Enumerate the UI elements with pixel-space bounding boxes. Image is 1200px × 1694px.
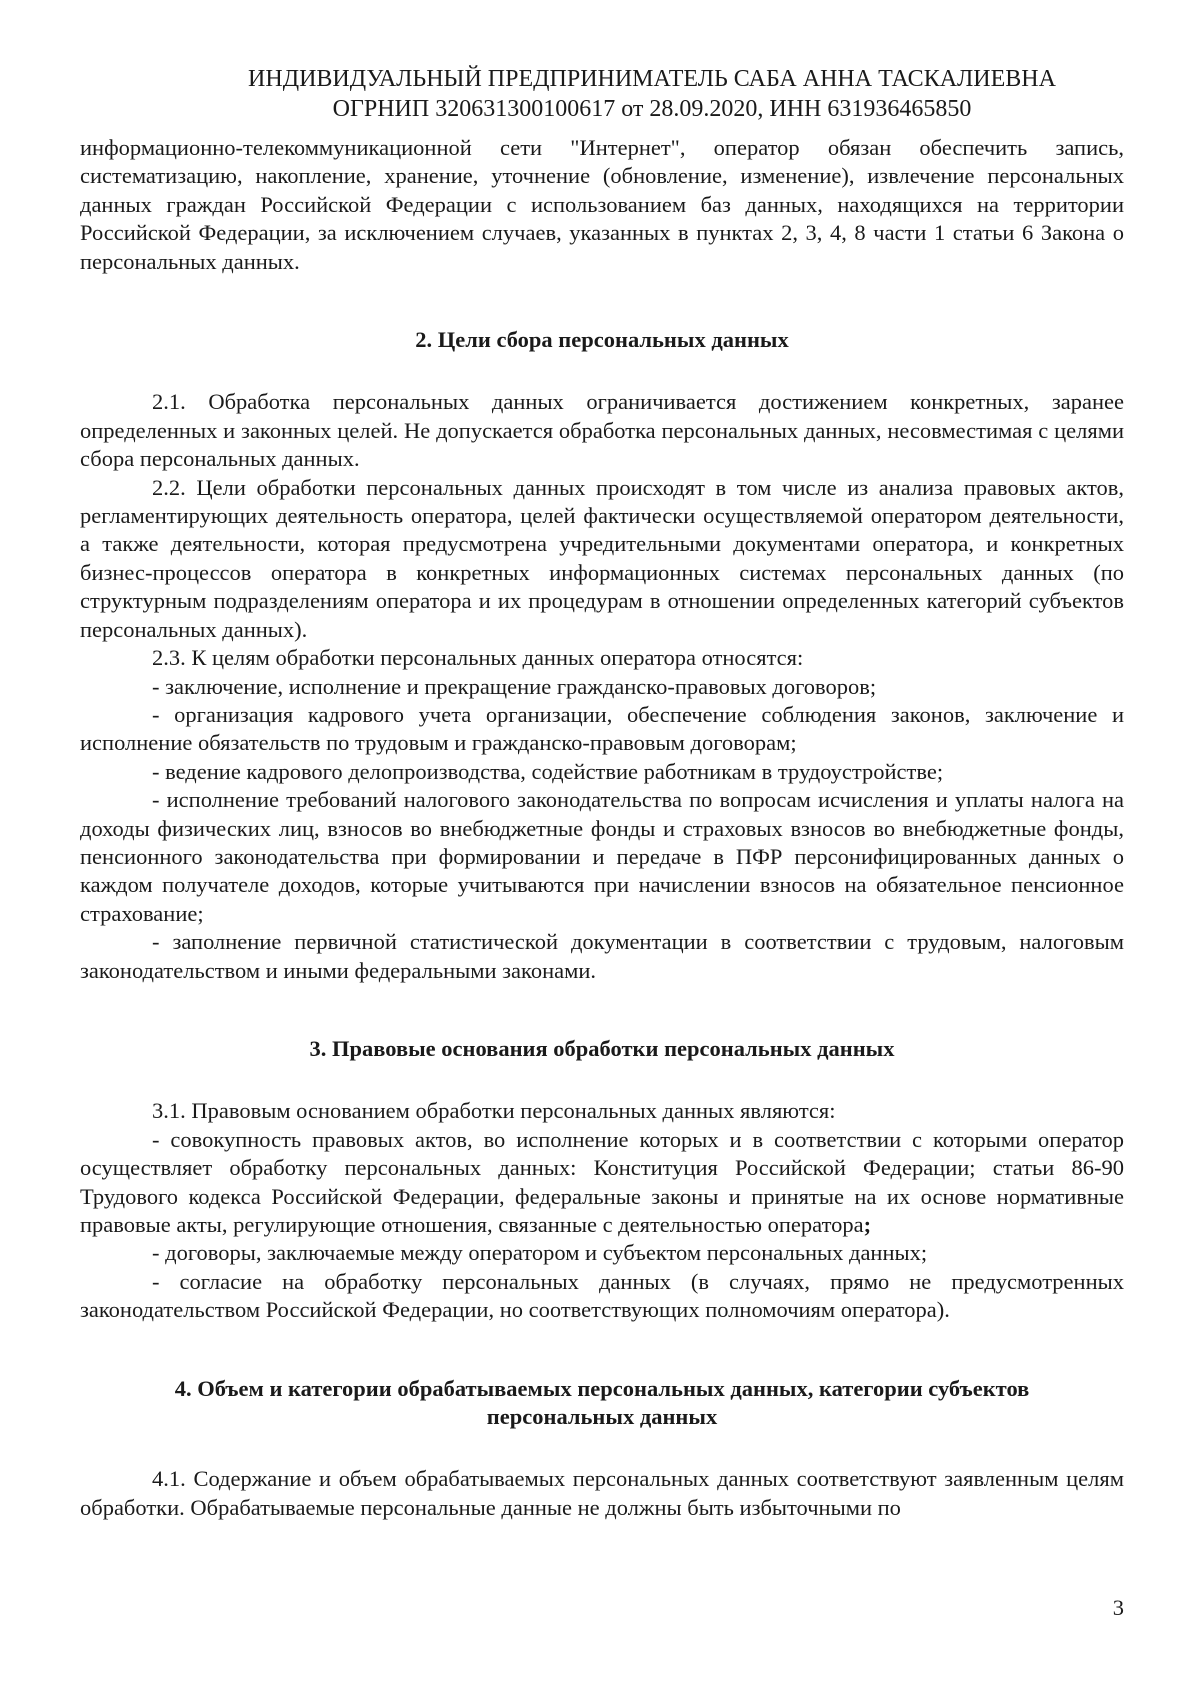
section-3-list-item-1 (80, 1126, 1124, 1240)
document-header (80, 64, 1124, 124)
section-4-title (80, 1375, 1124, 1432)
section-2-paragraph-1: 2.1. Обработка персональных данных ограничивается достижением конкретных, заранее определенных и законных целей. Не допускается обработка персональных данных, несовместимая с целями сбора персональных данных. (80, 389, 1124, 472)
page-number: 3 (1112, 1595, 1124, 1620)
header-line-entrepreneur: ИНДИВИДУАЛЬНЫЙ ПРЕДПРИНИМАТЕЛЬ САБА АННА ТАСКАЛИЕВНА (248, 66, 1056, 92)
section-2-list-item: - заключение, исполнение и прекращение гражданско-правовых договоров; (152, 673, 877, 699)
section-2-list-item: - организация кадрового учета организации, обеспечение соблюдения законов, заключение и исполнение обязательств по трудовым и гражданско-правовым договорам; (80, 701, 1124, 756)
section-2-paragraph-2: 2.2. Цели обработки персональных данных происходят в том числе из анализа правовых актов, регламентирующих деятельность оператора, целей фактически осуществляемой оператором деятельности, а также деятельности, которая предусмотрена учредительными документами оператора, и конкретных бизнес-процессов оператора в конкретных информационных системах персональных данных (по структурным подразделениям оператора и их процедурам в отношении определенных категорий субъектов персональных данных). (80, 474, 1124, 642)
section-4-title-line-1: 4. Объем и категории обрабатываемых персональных данных, категории субъектов (174, 1375, 1030, 1401)
section-3-list-item-1-text: - совокупность правовых актов, во исполнение которых и в соответствии с которыми оператор осуществляет обработку персональных данных: Конституция Российской Федерации; статьи 86-90 Трудового кодекса Российской Федерации, федеральные законы и принятые на их основе нормативные правовые акты, регулирующие отношения, связанные с деятельностью оператора (80, 1126, 1124, 1237)
section-3-paragraph-1: 3.1. Правовым основанием обработки персональных данных являются: (152, 1098, 836, 1124)
section-3-list-item-3: - согласие на обработку персональных данных (в случаях, прямо не предусмотренных законодательством Российской Федерации, но соответствующих полномочиям оператора). (80, 1268, 1124, 1323)
section-4-title-line-2: персональных данных (486, 1404, 718, 1430)
section-2-paragraph-3: 2.3. К целям обработки персональных данных оператора относятся: (152, 645, 804, 671)
section-3-title: 3. Правовые основания обработки персональных данных (309, 1035, 895, 1061)
intro-paragraph: информационно-телекоммуникационной сети "Интернет", оператор обязан обеспечить запись, систематизацию, накопление, хранение, уточнение (обновление, изменение), извлечение персональных данных граждан Российской Федерации с использованием баз данных, находящихся на территории Российской Федерации, за исключением случаев, указанных в пунктах 2, 3, 4, 8 части 1 статьи 6 Закона о персональных данных. (80, 135, 1124, 274)
section-2-list-item: - заполнение первичной статистической документации в соответствии с трудовым, налоговым законодательством и иными федеральными законами. (80, 929, 1124, 983)
section-2-list-item: - ведение кадрового делопроизводства, содействие работникам в трудоустройстве; (152, 758, 944, 784)
document-page (80, 64, 1124, 1522)
section-4-paragraph-1: 4.1. Содержание и объем обрабатываемых персональных данных соответствуют заявленным целям обработки. Обрабатываемые персональные данные не должны быть избыточными по (80, 1466, 1124, 1520)
section-2-title: 2. Цели сбора персональных данных (415, 327, 789, 353)
header-line-registration: ОГРНИП 320631300100617 от 28.09.2020, ИНН 631936465850 (332, 96, 972, 122)
section-3-list-item-2: - договоры, заключаемые между оператором и субъектом персональных данных; (152, 1240, 928, 1266)
section-3-list-item-1-end: ; (863, 1212, 872, 1237)
section-2-list-item: - исполнение требований налогового законодательства по вопросам исчисления и уплаты налога на доходы физических лиц, взносов во внебюджетные фонды и страховых взносов во внебюджетные фонды, пенсионного законодательства при формировании и передаче в ПФР персонифицированных данных о каждом получателе доходов, которые учитываются при начислении взносов на обязательное пенсионное страхование; (80, 787, 1124, 926)
